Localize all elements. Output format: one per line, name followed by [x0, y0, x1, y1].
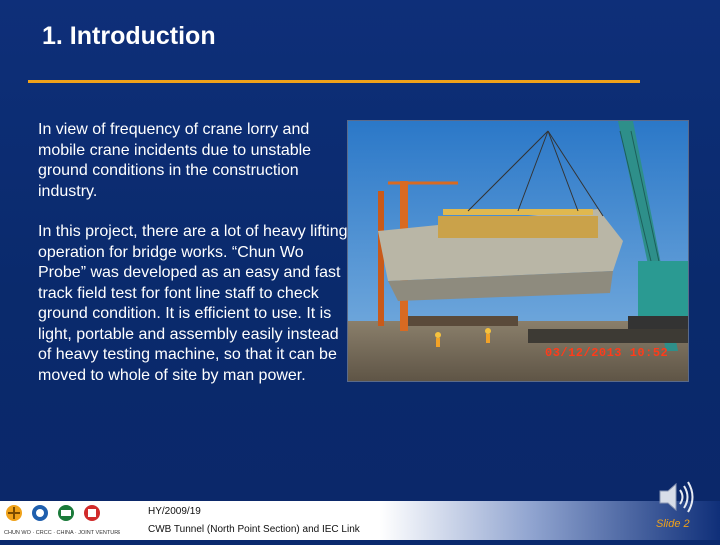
paragraph-2: In this project, there are a lot of heavy lifting operation for bridge works. “Chun Wo Probe” was developed as an easy and fast track field test for font line staff to check ground condition. It is efficient to use. It is light, portable and assembly easily instead of heavy testing machine, so that it can be moved to whole of site by man power.	[38, 223, 348, 384]
title-underline	[28, 80, 640, 83]
speaker-icon[interactable]	[656, 476, 698, 518]
slide-number: Slide 2	[656, 518, 690, 530]
slide-title: 1. Introduction	[42, 22, 216, 50]
construction-photo	[347, 120, 689, 382]
paragraph-1: In view of frequency of crane lorry and mobile crane incidents due to unstable ground conditions in the construction industry.	[38, 121, 312, 200]
body-text	[38, 120, 350, 386]
project-code: HY/2009/19	[148, 506, 201, 517]
photo-timestamp: 03/12/2013 10:52	[545, 346, 669, 360]
company-logos	[0, 501, 120, 540]
project-name: CWB Tunnel (North Point Section) and IEC Link	[148, 524, 360, 535]
logo-caption: CHUN WO · CRCC · CHINA · JOINT VENTURE	[4, 530, 120, 536]
